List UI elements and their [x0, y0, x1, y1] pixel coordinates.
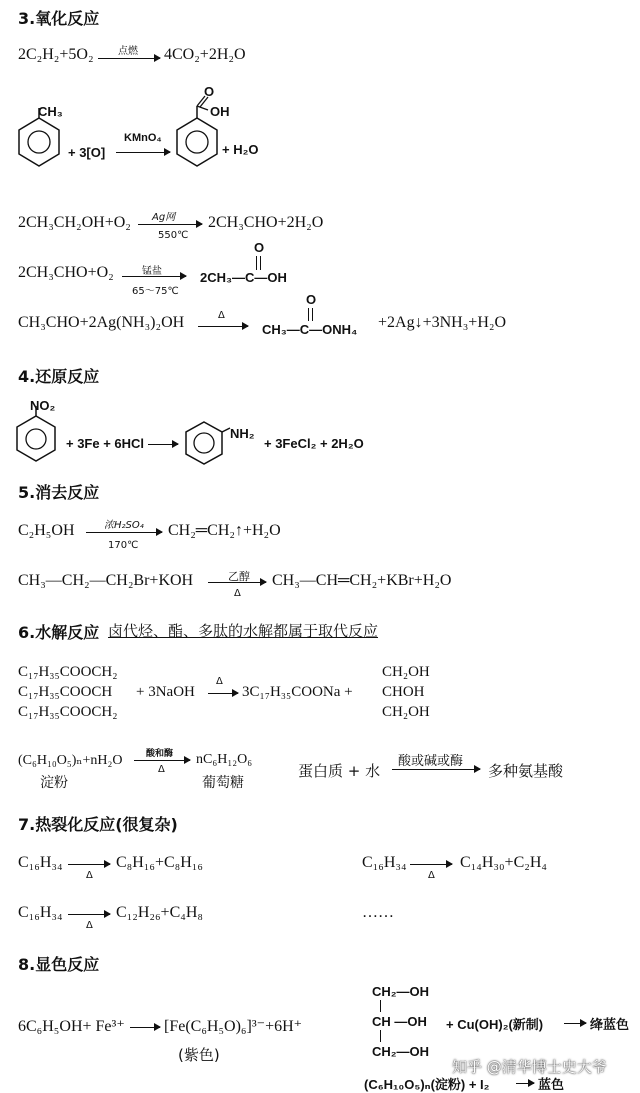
- water-product: + H₂O: [222, 142, 259, 157]
- toluene-ch3: CH₃: [38, 104, 63, 119]
- reaction-arrow: [134, 760, 190, 761]
- starch-hydrolysis-right: nC₆H₁₂O₆: [196, 752, 253, 767]
- reduction-reagents: + 3Fe + 6HCl: [66, 436, 145, 451]
- section-6-note: 卤代烃、酯、多肽的水解都属于取代反应: [108, 622, 379, 640]
- cracking-1-cond: Δ: [86, 870, 93, 881]
- section-3-title: 3.氧化反应: [18, 9, 100, 28]
- protein-cond: 酸或碱或酶: [398, 754, 464, 769]
- protein-right: 多种氨基酸: [488, 762, 564, 780]
- cracking-2-cond: Δ: [428, 870, 435, 881]
- cracking-1-right: C₈H₁₆+C₈H₁₆: [116, 854, 203, 871]
- eq-silver-mirror-cond: Δ: [218, 310, 225, 321]
- section-8-title: 8.显色反应: [18, 955, 100, 974]
- eq-ethanol-elim-cond-bottom: 170℃: [108, 540, 139, 551]
- deep-blue-label: 绛蓝色: [590, 1018, 630, 1033]
- reaction-arrow: [208, 693, 238, 694]
- eq-ethanol-elim-right: CH₂═CH₂↑+H₂O: [168, 522, 281, 539]
- eq-ethanol-left: 2CH₃CH₂OH+O₂: [18, 214, 131, 231]
- eq-ethanol-cond-top: Ag网: [152, 212, 176, 223]
- nitro-group: NO₂: [30, 398, 56, 413]
- reaction-arrow: [148, 444, 178, 445]
- double-bond-line: [256, 256, 258, 270]
- eq-acetylene-left: 2C₂H₂+5O₂: [18, 46, 94, 63]
- reaction-arrow: [68, 864, 110, 865]
- double-bond-line: [312, 308, 314, 321]
- benzoic-acid-o: O: [204, 84, 215, 99]
- double-bond-line: [308, 308, 310, 321]
- kmno4-condition: KMnO₄: [124, 132, 162, 144]
- section-7-title: 7.热裂化反应(很复杂): [18, 815, 178, 834]
- cracking-3-cond: Δ: [86, 920, 93, 931]
- eq-bromopropane-right: CH₃—CH═CH₂+KBr+H₂O: [272, 572, 452, 589]
- eq-ethanol-cond-bottom: 550℃: [158, 230, 189, 241]
- fat-line-3: C₁₇H₃₅COOCH₂: [18, 704, 118, 720]
- cracking-2-left: C₁₆H₃₄: [362, 854, 407, 871]
- acetic-acid-o: O: [254, 240, 265, 255]
- aniline-ring-icon: [182, 418, 232, 470]
- reaction-arrow: [68, 914, 110, 915]
- eq-bromopropane-cond-top: 乙醇: [228, 570, 250, 583]
- section-4-title: 4.还原反应: [18, 367, 100, 386]
- eq-ethanol-elim-cond-top: 浓H₂SO₄: [104, 520, 144, 531]
- reaction-arrow: [392, 769, 480, 770]
- starch-label: 淀粉: [40, 775, 68, 791]
- eq-acetylene-right: 4CO₂+2H₂O: [164, 46, 246, 63]
- cracking-2-right: C₁₄H₃₀+C₂H₄: [460, 854, 547, 871]
- starch-hydrolysis-cond-top: 酸和酶: [146, 749, 174, 759]
- amino-group: NH₂: [230, 426, 255, 441]
- protein-left: 蛋白质 + 水: [298, 762, 381, 780]
- glycerol-line-1: CH₂OH: [382, 664, 430, 680]
- reaction-arrow: [98, 58, 160, 59]
- double-bond-line: [260, 256, 262, 270]
- glycerol-line-2: CHOH: [382, 684, 425, 700]
- eq-ethanol-elim-left: C₂H₅OH: [18, 522, 75, 539]
- cracking-3-left: C₁₆H₃₄: [18, 904, 63, 921]
- glycerol-b: CH —OH: [372, 1014, 427, 1029]
- fat-line-2: C₁₇H₃₅COOCH: [18, 684, 113, 700]
- cracking-3-right: C₁₂H₂₆+C₄H₈: [116, 904, 203, 921]
- eq-acetylene-condition: 点燃: [118, 46, 138, 57]
- soap-product: 3C₁₇H₃₅COONa +: [242, 684, 353, 700]
- section-5-title: 5.消去反应: [18, 483, 100, 502]
- eq-bromopropane-cond-bottom: Δ: [234, 588, 241, 599]
- benzoic-acid-oh: OH: [210, 104, 230, 119]
- eq-silver-mirror-left: CH₃CHO+2Ag(NH₃)₂OH: [18, 314, 185, 331]
- phenol-left: 6C₆H₅OH+ Fe³⁺: [18, 1018, 125, 1035]
- ammonium-acetate-o: O: [306, 292, 317, 307]
- benzoic-acid-ring-icon: [172, 86, 232, 174]
- eq-ethanol-right: 2CH₃CHO+2H₂O: [208, 214, 324, 231]
- reaction-arrow: [86, 532, 162, 533]
- glycerol-a: CH₂—OH: [372, 984, 430, 999]
- reaction-arrow: [138, 224, 202, 225]
- reaction-arrow: [410, 864, 452, 865]
- watermark: 知乎 @清华博士史大爷: [452, 1058, 607, 1076]
- cracking-ellipsis: ……: [362, 904, 394, 921]
- acetic-acid: 2CH₃—C—OH: [200, 270, 287, 285]
- cracking-1-left: C₁₆H₃₄: [18, 854, 63, 871]
- naoh-reagent: + 3NaOH: [136, 684, 195, 700]
- phenol-right: [Fe(C₆H₅O)₆]³⁻+6H⁺: [164, 1018, 303, 1035]
- reduction-products: + 3FeCl₂ + 2H₂O: [264, 436, 364, 451]
- reaction-arrow: [130, 1027, 160, 1028]
- glycerol-line-3: CH₂OH: [382, 704, 430, 720]
- eq-acetaldehyde-left: 2CH₃CHO+O₂: [18, 264, 114, 281]
- eq-silver-mirror-right: +2Ag↓+3NH₃+H₂O: [378, 314, 506, 331]
- eq-acetaldehyde-cond-top: 锰盐: [142, 266, 162, 277]
- purple-label: (紫色): [178, 1046, 220, 1064]
- copper-hydroxide: + Cu(OH)₂(新制): [446, 1017, 544, 1032]
- starch-hydrolysis-left: (C₆H₁₀O₅)ₙ+nH₂O: [18, 753, 123, 768]
- eq-bromopropane-left: CH₃—CH₂—CH₂Br+KOH: [18, 572, 194, 589]
- starch-hydrolysis-cond-bottom: Δ: [158, 764, 165, 775]
- ammonium-acetate: CH₃—C—ONH₄: [262, 322, 358, 337]
- reaction-arrow: [208, 582, 266, 583]
- reaction-arrow: [564, 1023, 586, 1024]
- blue-label: 蓝色: [538, 1078, 565, 1093]
- starch-iodine: (C₆H₁₀O₅)ₙ(淀粉) + I₂: [364, 1077, 490, 1092]
- reaction-arrow: [122, 276, 186, 277]
- reaction-arrow: [116, 152, 170, 153]
- section-6-title: 6.水解反应: [18, 623, 100, 642]
- reaction-arrow: [516, 1083, 534, 1084]
- oxygen-plus: + 3[O]: [68, 145, 106, 160]
- glucose-label: 葡萄糖: [202, 775, 244, 791]
- saponification-cond: Δ: [216, 676, 223, 687]
- bond-line: [380, 1030, 381, 1042]
- eq-acetaldehyde-cond-bottom: 65～75℃: [132, 286, 179, 297]
- bond-line: [380, 1000, 381, 1012]
- reaction-arrow: [198, 326, 248, 327]
- glycerol-c: CH₂—OH: [372, 1044, 430, 1059]
- fat-line-1: C₁₇H₃₅COOCH₂: [18, 664, 118, 680]
